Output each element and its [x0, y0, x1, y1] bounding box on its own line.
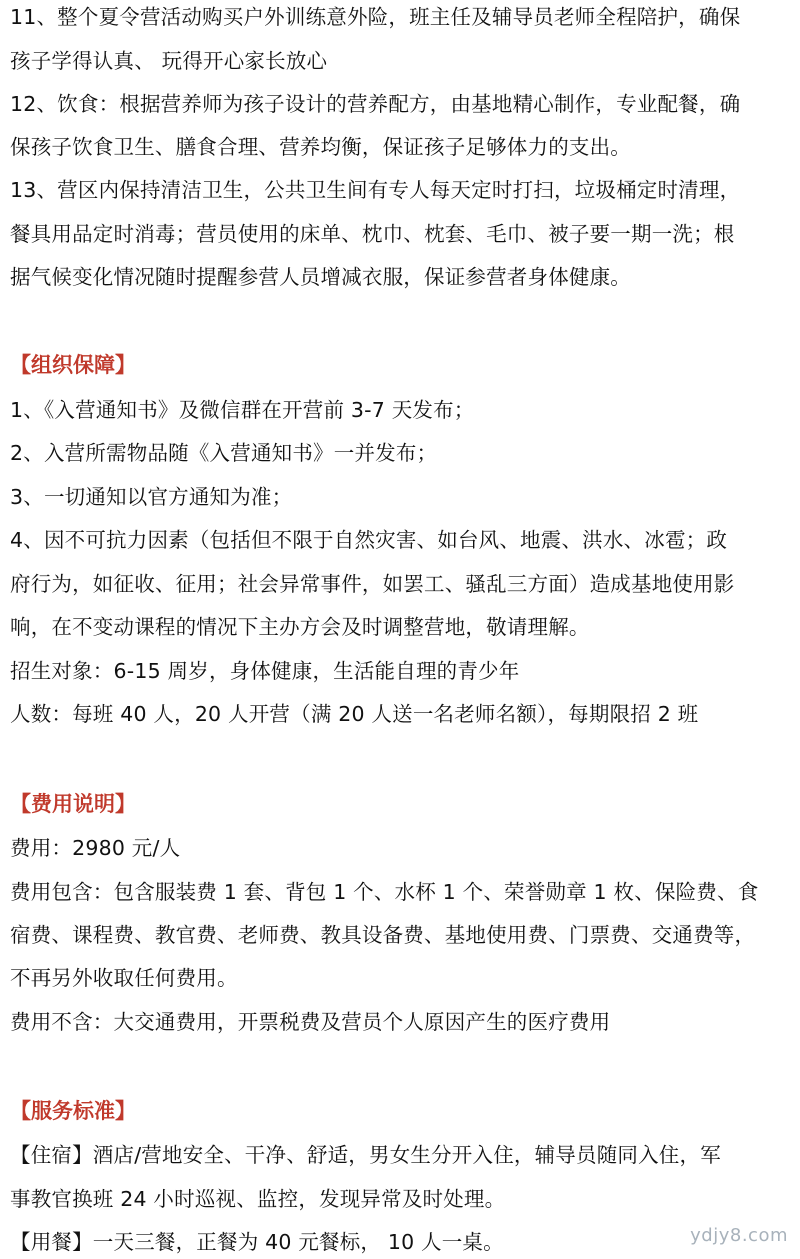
service-meals: 【用餐】一天三餐，正餐为 40 元餐标， 10 人一桌。 — [10, 1230, 504, 1254]
fee-excludes: 费用不含：大交通费用，开票税费及营员个人原因产生的医疗费用 — [10, 1010, 611, 1034]
item-11-line-1: 11、整个夏令营活动购买户外训练意外险，班主任及辅导员老师全程陪护，确保 — [10, 5, 741, 29]
section-heading-fees: 【费用说明】 — [10, 792, 136, 816]
organization-line-2: 2、入营所需物品随《入营通知书》一并发布； — [10, 441, 438, 465]
organization-line-4: 4、因不可抗力因素（包括但不限于自然灾害、如台风、地震、洪水、冰雹；政 — [10, 528, 728, 552]
service-lodging-line-1: 【住宿】酒店/营地安全、干净、舒适，男女生分开入住，辅导员随同入住，军 — [10, 1143, 721, 1167]
enrollment-target: 招生对象：6-15 周岁，身体健康，生活能自理的青少年 — [10, 659, 520, 683]
section-heading-organization: 【组织保障】 — [10, 353, 136, 377]
fee-includes-line-2: 宿费、课程费、教官费、老师费、教具设备费、基地使用费、门票费、交通费等， — [10, 923, 756, 947]
organization-line-3: 3、一切通知以官方通知为准； — [10, 485, 293, 509]
item-11-line-2: 孩子学得认真、 玩得开心家长放心 — [10, 49, 328, 73]
section-heading-service: 【服务标准】 — [10, 1099, 136, 1123]
item-13-line-1: 13、营区内保持清洁卫生，公共卫生间有专人每天定时打扫，垃圾桶定时清理， — [10, 178, 741, 202]
watermark-text: ydjy8.com — [690, 1225, 788, 1246]
fee-includes-line-1: 费用包含：包含服装费 1 套、背包 1 个、水杯 1 个、荣誉勋章 1 枚、保险费、食 — [10, 880, 759, 904]
item-13-line-3: 据气候变化情况随时提醒参营人员增减衣服，保证参营者身体健康。 — [10, 265, 631, 289]
item-12-line-1: 12、饮食：根据营养师为孩子设计的营养配方，由基地精心制作，专业配餐，确 — [10, 92, 741, 116]
organization-line-5: 府行为，如征收、征用；社会异常事件，如罢工、骚乱三方面）造成基地使用影 — [10, 572, 735, 596]
organization-line-1: 1、《入营通知书》及微信群在开营前 3-7 天发布； — [10, 398, 475, 422]
item-13-line-2: 餐具用品定时消毒；营员使用的床单、枕巾、枕套、毛巾、被子要一期一洗；根 — [10, 222, 735, 246]
fee-amount: 费用：2980 元/人 — [10, 836, 181, 860]
fee-includes-line-3: 不再另外收取任何费用。 — [10, 966, 238, 990]
organization-line-6: 响，在不变动课程的情况下主办方会及时调整营地，敬请理解。 — [10, 615, 590, 639]
item-12-line-2: 保孩子饮食卫生、膳食合理、营养均衡，保证孩子足够体力的支出。 — [10, 135, 631, 159]
class-size: 人数：每班 40 人，20 人开营（满 20 人送一名老师名额），每期限招 2 班 — [10, 702, 699, 726]
service-lodging-line-2: 事教官换班 24 小时巡视、监控，发现异常及时处理。 — [10, 1187, 506, 1211]
